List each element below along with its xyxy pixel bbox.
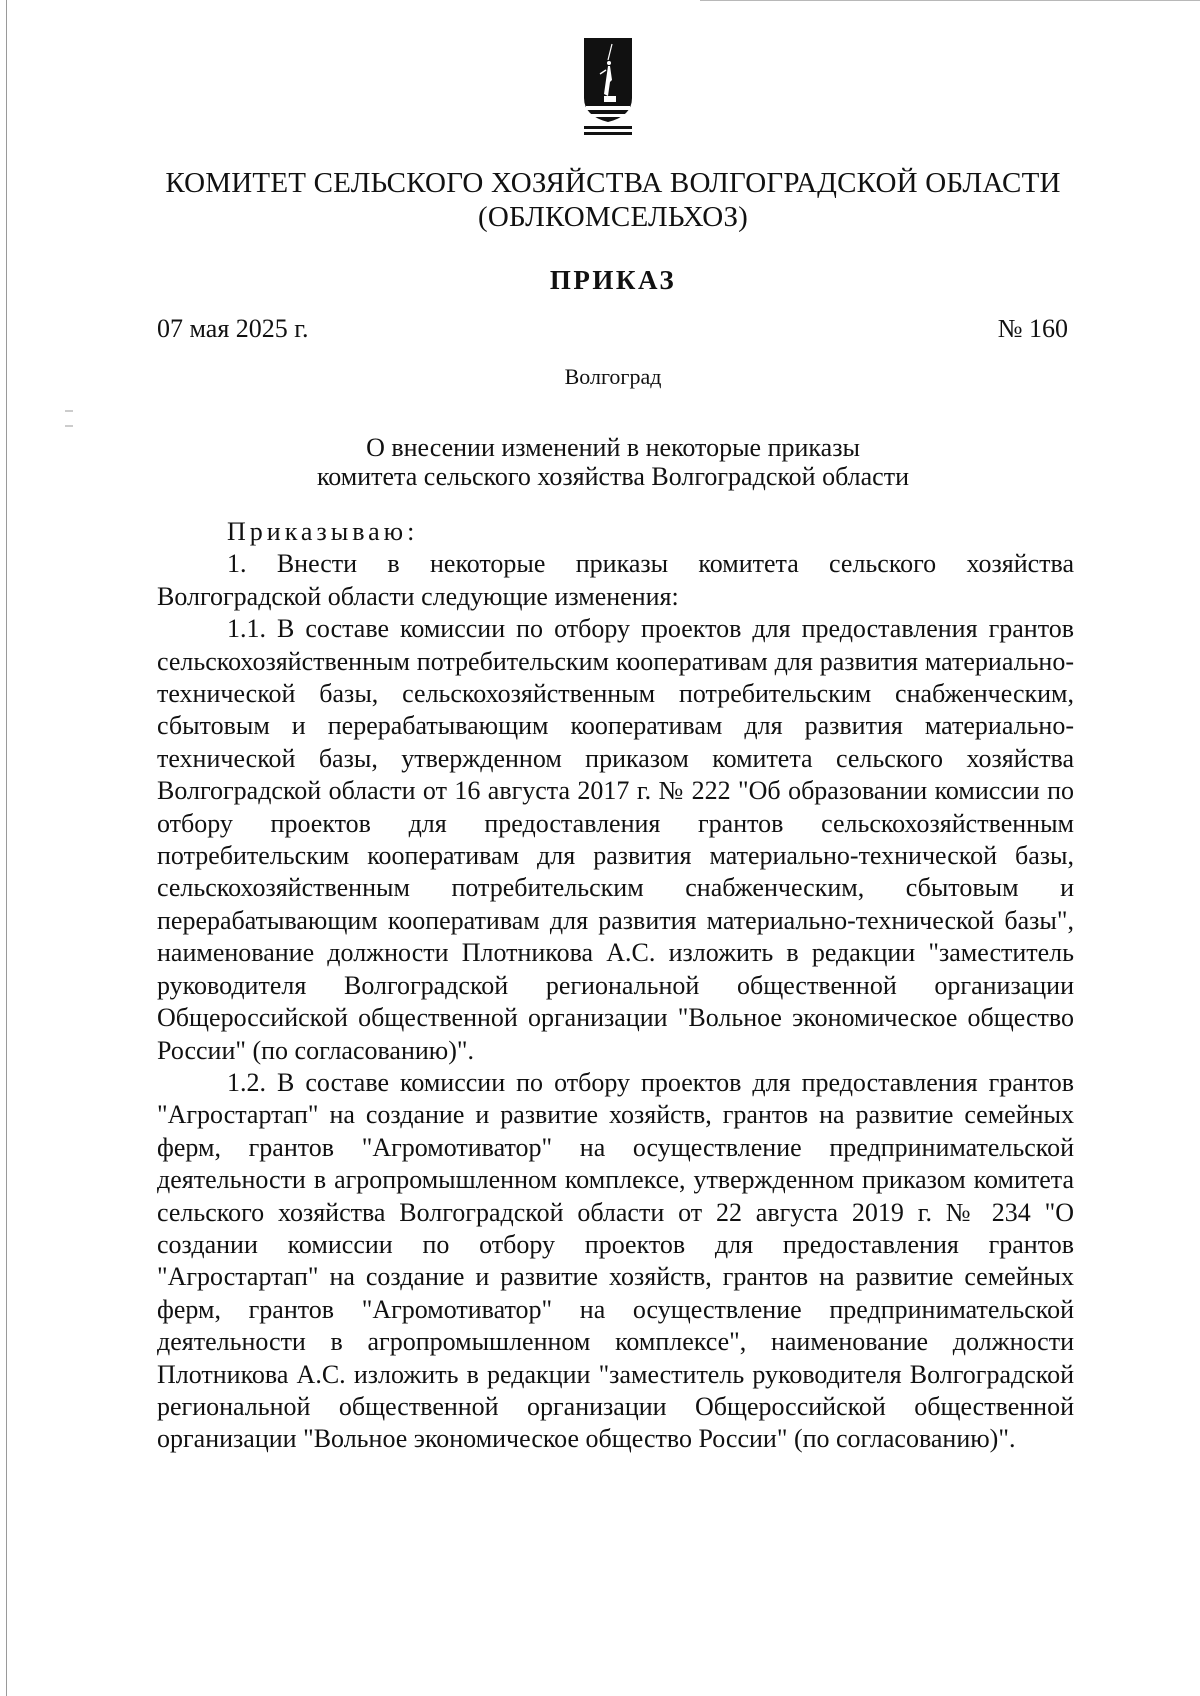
document-type-title: ПРИКАЗ <box>549 265 677 295</box>
body-paragraph-1-1: 1.1. В составе комиссии по отбору проектов для предоставления грантов сельскохозяйственным потребительским кооперативам для развития материально-технической базы, сельскохозяйственным потребительским снабженческим, сбытовым и перерабатывающим кооперативам для развития материально-технической базы, утвержденном приказом комитета сельского хозяйства Волгоградской области от 16 августа 2017 г. № 222 "Об образовании комиссии по отбору проектов для предоставления грантов сельскохозяйственным потребительским кооперативам для развития материально-технической базы, сельскохозяйственным потребительским снабженческим, сбытовым и перерабатывающим кооперативам для развития материально-технической базы", наименование должности Плотникова А.С. изложить в редакции "заместитель руководителя Волгоградской региональной общественной организации Общероссийской общественной организации "Вольное экономическое общество России" (по согласованию)". <box>157 614 1074 1065</box>
document-body <box>157 516 1074 1456</box>
document-subject-line1: О внесении изменений в некоторые приказы <box>366 433 860 462</box>
document-number: № 160 <box>997 314 1068 343</box>
volgograd-coat-of-arms-emblem <box>582 36 634 140</box>
body-paragraph-1-2: 1.2. В составе комиссии по отбору проектов для предоставления грантов "Агростартап" на создание и развитие хозяйств, грантов на развитие семейных ферм, грантов "Агромотиватор" на осуществление предпринимательской деятельности в агропромышленном комплексе, утвержденном приказом комитета сельского хозяйства Волгоградской области от 22 августа 2019 г. № 234 "О создании комиссии по отбору проектов для предоставления грантов "Агростартап" на создание и развитие хозяйств, грантов на развитие семейных ферм, грантов "Агромотиватор" на осуществление предпринимательской деятельности в агропромышленном комплексе", наименование должности Плотникова А.С. изложить в редакции "заместитель руководителя Волгоградской региональной общественной организации Общероссийской общественной организации "Вольное экономическое общество России" (по согласованию)". <box>157 1067 1074 1454</box>
body-paragraph-1: 1. Внести в некоторые приказы комитета сельского хозяйства Волгоградской области следующие изменения: <box>157 549 1074 611</box>
organization-name <box>120 166 1106 234</box>
document-date: 07 мая 2025 г. <box>157 314 309 343</box>
document-subject-line2: комитета сельского хозяйства Волгоградской области <box>316 462 910 491</box>
body-lead: Приказываю: <box>227 517 419 546</box>
organization-name-line1: КОМИТЕТ СЕЛЬСКОГО ХОЗЯЙСТВА ВОЛГОГРАДСКОЙ ОБЛАСТИ <box>165 167 1061 199</box>
scan-edge-line <box>6 0 7 1696</box>
organization-name-line2: (ОБЛКОМСЕЛЬХОЗ) <box>477 201 749 233</box>
scan-top-line <box>700 0 1200 1</box>
document-subject <box>120 433 1106 491</box>
scan-marks <box>64 408 76 430</box>
document-place: Волгоград <box>564 364 662 389</box>
